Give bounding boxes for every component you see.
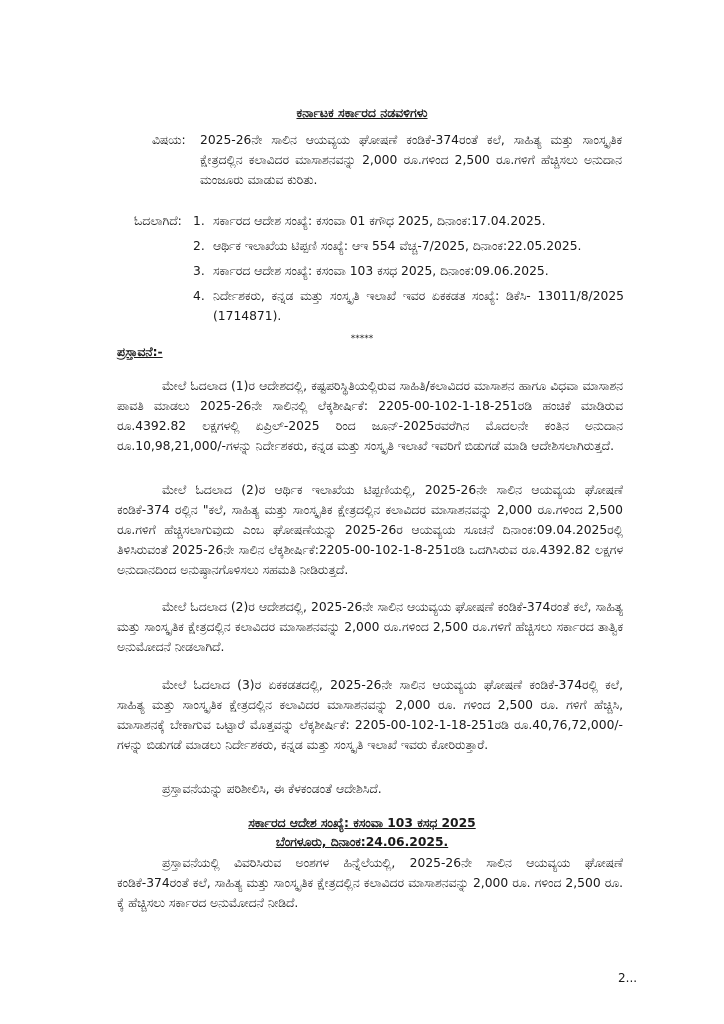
reference-item <box>193 286 624 326</box>
preamble-paragraph: ಮೇಲೆ ಓದಲಾದ (3)ರ ಏಕಕಡತದಲ್ಲಿ, 2025-26ನೇ ಸಾಲಿನ ಆಯವ್ಯಯ ಘೋಷಣೆ ಕಂಡಿಕೆ-374ರಲ್ಲಿ ಕಲೆ, ಸಾಹಿತ್ಯ ಮತ್ತು ಸಾಂಸ್ಕೃತಿಕ ಕ್ಷೇತ್ರದಲ್ಲಿನ ಕಲಾವಿದರ ಮಾಸಾಶನವನ್ನು 2,000 ರೂ. ಗಳಿಂದ 2,500 ರೂ. ಗಳಿಗೆ ಹೆಚ್ಚಿಸಿ, ಮಾಸಾಶನಕ್ಕೆ ಬೇಕಾಗುವ ಒಟ್ಟಾರೆ ಮೊತ್ತವನ್ನು ಲೆಕ್ಕಶೀರ್ಷಿಕೆ: 2205-00-102-1-18-251ರಡಿ ರೂ.40,76,72,000/-ಗಳನ್ನು ಬಿಡುಗಡೆ ಮಾಡಲು ನಿರ್ದೇಶಕರು, ಕನ್ನಡ ಮತ್ತು ಸಂಸ್ಕೃತಿ ಇಲಾಖೆ ಇವರು ಕೋರಿರುತ್ತಾರೆ. <box>117 678 623 752</box>
preamble-paragraph: ಮೇಲೆ ಓದಲಾದ (2)ರ ಆದೇಶದಲ್ಲಿ, 2025-26ನೇ ಸಾಲಿನ ಆಯವ್ಯಯ ಘೋಷಣೆ ಕಂಡಿಕೆ-374ರಂತೆ ಕಲೆ, ಸಾಹಿತ್ಯ ಮತ್ತು ಸಾಂಸ್ಕೃತಿಕ ಕ್ಷೇತ್ರದಲ್ಲಿನ ಕಲಾವಿದರ ಮಾಸಾಶನವನ್ನು 2,000 ರೂ.ಗಳಿಂದ 2,500 ರೂ.ಗಳಿಗೆ ಹೆಚ್ಚಿಸಲು ಸರ್ಕಾರದ ತಾತ್ವಿಕ ಅನುಮೋದನೆ ನೀಡಲಾಗಿದೆ. <box>117 600 623 654</box>
reference-number: 1. <box>193 214 205 228</box>
preamble-closing: ಪ್ರಸ್ತಾವನೆಯನ್ನು ಪರಿಶೀಲಿಸಿ, ಈ ಕೆಳಕಂಡಂತೆ ಆದೇಶಿಸಿದೆ. <box>162 782 382 796</box>
reference-text: ಸರ್ಕಾರದ ಆದೇಶ ಸಂಖ್ಯೆ: ಕಸಂವಾ 103 ಕಸಧ 2025, ದಿನಾಂಕ:09.06.2025. <box>213 264 549 278</box>
order-number: ಸರ್ಕಾರದ ಆದೇಶ ಸಂಖ್ಯೆ: ಕಸಂವಾ 103 ಕಸಧ 2025 <box>248 816 476 830</box>
reference-number: 2. <box>193 239 205 253</box>
separator-stars: ***** <box>350 334 374 344</box>
reference-item <box>193 236 624 256</box>
preamble-heading: ಪ್ರಸ್ತಾವನೆ:- <box>117 345 163 359</box>
reference-text: ನಿರ್ದೇಶಕರು, ಕನ್ನಡ ಮತ್ತು ಸಂಸ್ಕೃತಿ ಇಲಾಖೆ ಇವರ ಏಕಕಡತ ಸಂಖ್ಯೆ: ಡಿಕೆಸಿ- 13011/8/2025 (1714871). <box>213 289 624 323</box>
references-list <box>193 211 624 326</box>
subject-block <box>152 130 622 190</box>
page-number: 2... <box>618 971 638 985</box>
reference-text: ಆರ್ಥಿಕ ಇಲಾಖೆಯ ಟಿಪ್ಪಣಿ ಸಂಖ್ಯೆ: ಆಇ 554 ವೆಚ್ಚ-7/2025, ದಿನಾಂಕ:22.05.2025. <box>213 239 582 253</box>
reference-text: ಸರ್ಕಾರದ ಆದೇಶ ಸಂಖ್ಯೆ: ಕಸಂವಾ 01 ಕಗೌಧ 2025, ದಿನಾಂಕ:17.04.2025. <box>213 214 546 228</box>
order-paragraph: ಪ್ರಸ್ತಾವನೆಯಲ್ಲಿ ವಿವರಿಸಿರುವ ಅಂಶಗಳ ಹಿನ್ನೆಲೆಯಲ್ಲಿ, 2025-26ನೇ ಸಾಲಿನ ಆಯವ್ಯಯ ಘೋಷಣೆ ಕಂಡಿಕೆ-374ರಂತೆ ಕಲೆ, ಸಾಹಿತ್ಯ ಮತ್ತು ಸಾಂಸ್ಕೃತಿಕ ಕ್ಷೇತ್ರದಲ್ಲಿನ ಕಲಾವಿದರ ಮಾಸಾಶನವನ್ನು 2,000 ರೂ. ಗಳಿಂದ 2,500 ರೂ. ಕ್ಕೆ ಹೆಚ್ಚಿಸಲು ಸರ್ಕಾರದ ಅನುಮೋದನೆ ನೀಡಿದೆ. <box>117 856 623 910</box>
order-place-date: ಬೆಂಗಳೂರು, ದಿನಾಂಕ:24.06.2025. <box>275 835 449 849</box>
reference-number: 3. <box>193 264 205 278</box>
references-label: ಓದಲಾಗಿದೆ: <box>134 214 182 228</box>
reference-number: 4. <box>193 289 205 303</box>
subject-text: 2025-26ನೇ ಸಾಲಿನ ಆಯವ್ಯಯ ಘೋಷಣೆ ಕಂಡಿಕೆ-374ರಂತೆ ಕಲೆ, ಸಾಹಿತ್ಯ ಮತ್ತು ಸಾಂಸ್ಕೃತಿಕ ಕ್ಷೇತ್ರದಲ್ಲಿನ ಕಲಾವಿದರ ಮಾಸಾಶನವನ್ನು 2,000 ರೂ.ಗಳಿಂದ 2,500 ರೂ.ಗಳಿಗೆ ಹೆಚ್ಚಿಸಲು ಅನುದಾನ ಮಂಜೂರು ಮಾಡುವ ಕುರಿತು. <box>200 133 622 187</box>
references-block <box>134 211 624 331</box>
subject-label: ವಿಷಯ: <box>152 133 186 147</box>
preamble-paragraph: ಮೇಲೆ ಓದಲಾದ (2)ರ ಆರ್ಥಿಕ ಇಲಾಖೆಯ ಟಿಪ್ಪಣಿಯಲ್ಲಿ, 2025-26ನೇ ಸಾಲಿನ ಆಯವ್ಯಯ ಘೋಷಣೆ ಕಂಡಿಕೆ-374 ರಲ್ಲಿನ "ಕಲೆ, ಸಾಹಿತ್ಯ ಮತ್ತು ಸಾಂಸ್ಕೃತಿಕ ಕ್ಷೇತ್ರದಲ್ಲಿನ ಕಲಾವಿದರ ಮಾಸಾಶನವನ್ನು 2,000 ರೂ.ಗಳಿಂದ 2,500 ರೂ.ಗಳಿಗೆ ಹೆಚ್ಚಿಸಲಾಗುವುದು ಎಂಬ ಘೋಷಣೆಯನ್ನು 2025-26ರ ಆಯವ್ಯಯ ಸೂಚನೆ ದಿನಾಂಕ:09.04.2025ರಲ್ಲಿ ತಿಳಿಸಿರುವಂತೆ 2025-26ನೇ ಸಾಲಿನ ಲೆಕ್ಕಶೀರ್ಷಿಕೆ:2205-00-102-1-8-251ರಡಿ ಒದಗಿಸಿರುವ ರೂ.4392.82 ಲಕ್ಷಗಳ ಅನುದಾನದಿಂದ ಅನುಷ್ಠಾನಗೊಳಿಸಲು ಸಹಮತಿ ನೀಡಿರುತ್ತದೆ. <box>117 483 623 577</box>
reference-item <box>193 211 624 231</box>
reference-item <box>193 261 624 281</box>
document-title: ಕರ್ನಾಟಕ ಸರ್ಕಾರದ ನಡವಳಿಗಳು <box>296 105 428 120</box>
preamble-paragraph: ಮೇಲೆ ಓದಲಾದ (1)ರ ಆದೇಶದಲ್ಲಿ, ಕಷ್ಟಪರಿಸ್ಥಿತಿಯಲ್ಲಿರುವ ಸಾಹಿತಿ/ಕಲಾವಿದರ ಮಾಸಾಶನ ಹಾಗೂ ವಿಧವಾ ಮಾಸಾಶನ ಪಾವತಿ ಮಾಡಲು 2025-26ನೇ ಸಾಲಿನಲ್ಲಿ ಲೆಕ್ಕಶೀರ್ಷಿಕೆ: 2205-00-102-1-18-251ರಡಿ ಹಂಚಿಕೆ ಮಾಡಿರುವ ರೂ.4392.82 ಲಕ್ಷಗಳಲ್ಲಿ ಏಪ್ರಿಲ್-2025 ರಿಂದ ಜೂನ್-2025ರವರೆಗಿನ ಮೊದಲನೇ ಕಂತಿನ ಅನುದಾನ ರೂ.10,98,21,000/-ಗಳನ್ನು ನಿರ್ದೇಶಕರು, ಕನ್ನಡ ಮತ್ತು ಸಂಸ್ಕೃತಿ ಇಲಾಖೆ ಇವರಿಗೆ ಬಿಡುಗಡೆ ಮಾಡಿ ಆದೇಶಿಸಲಾಗಿರುತ್ತದೆ. <box>117 379 623 453</box>
